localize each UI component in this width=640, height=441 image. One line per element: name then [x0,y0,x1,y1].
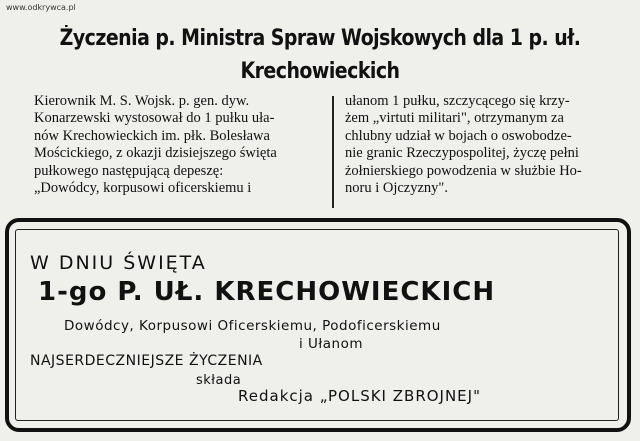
article-line: noru i Ojczyzny". [345,180,448,197]
article-right-column [345,93,625,197]
watermark-text: www.odkrywca.pl [6,3,76,12]
article-line: chlubny udział w bojach o oswobodze- [345,127,572,144]
article-line: ułanom 1 pułku, szczycącego się krzy- [345,93,570,109]
advert-line-editorial: Redakcja „POLSKI ZBROJNEJ" [238,387,481,405]
article-line: nów Krechowieckich im. płk. Bolesława [34,127,270,144]
advert-line-occasion: W DNIU ŚWIĘTA [30,252,207,274]
article-line: żem „virtuti militari", otrzymanym za [345,110,564,127]
article-line: Mościckiego, z okazji dzisiejszego święta [34,145,277,162]
advert-line-sends: składa [196,373,242,388]
article-line: Konarzewski wystosował do 1 pułku uła- [34,110,275,127]
advert-line-addressees: Dowódcy, Korpusowi Oficerskiemu, Podoficerskiemu [64,318,441,334]
headline-line-1: Życzenia p. Ministra Spraw Wojskowych dla 1 p. uł. [59,26,581,51]
column-divider [332,96,334,208]
headline [45,22,595,88]
article-line: nie granic Rzeczypospolitej, życzę pełni [345,145,579,162]
article-line: „Dowódcy, korpusowi oficerskiemu i [34,180,252,197]
headline-line-2: Krechowieckich [240,59,400,84]
advert-line-uhlans: i Ułanom [299,336,363,352]
advert-line-wishes: NAJSERDECZNIEJSZE ŻYCZENIA [30,353,263,369]
article-line: pułkowego następującą depeszę: [34,162,224,179]
advert-line-regiment: 1-go P. UŁ. KRECHOWIECKICH [38,277,496,307]
article-left-column [34,93,320,197]
article-line: Kierownik M. S. Wojsk. p. gen. dyw. [34,93,250,109]
article-line: żołnierskiego powodzenia w służbie Ho- [345,162,582,179]
